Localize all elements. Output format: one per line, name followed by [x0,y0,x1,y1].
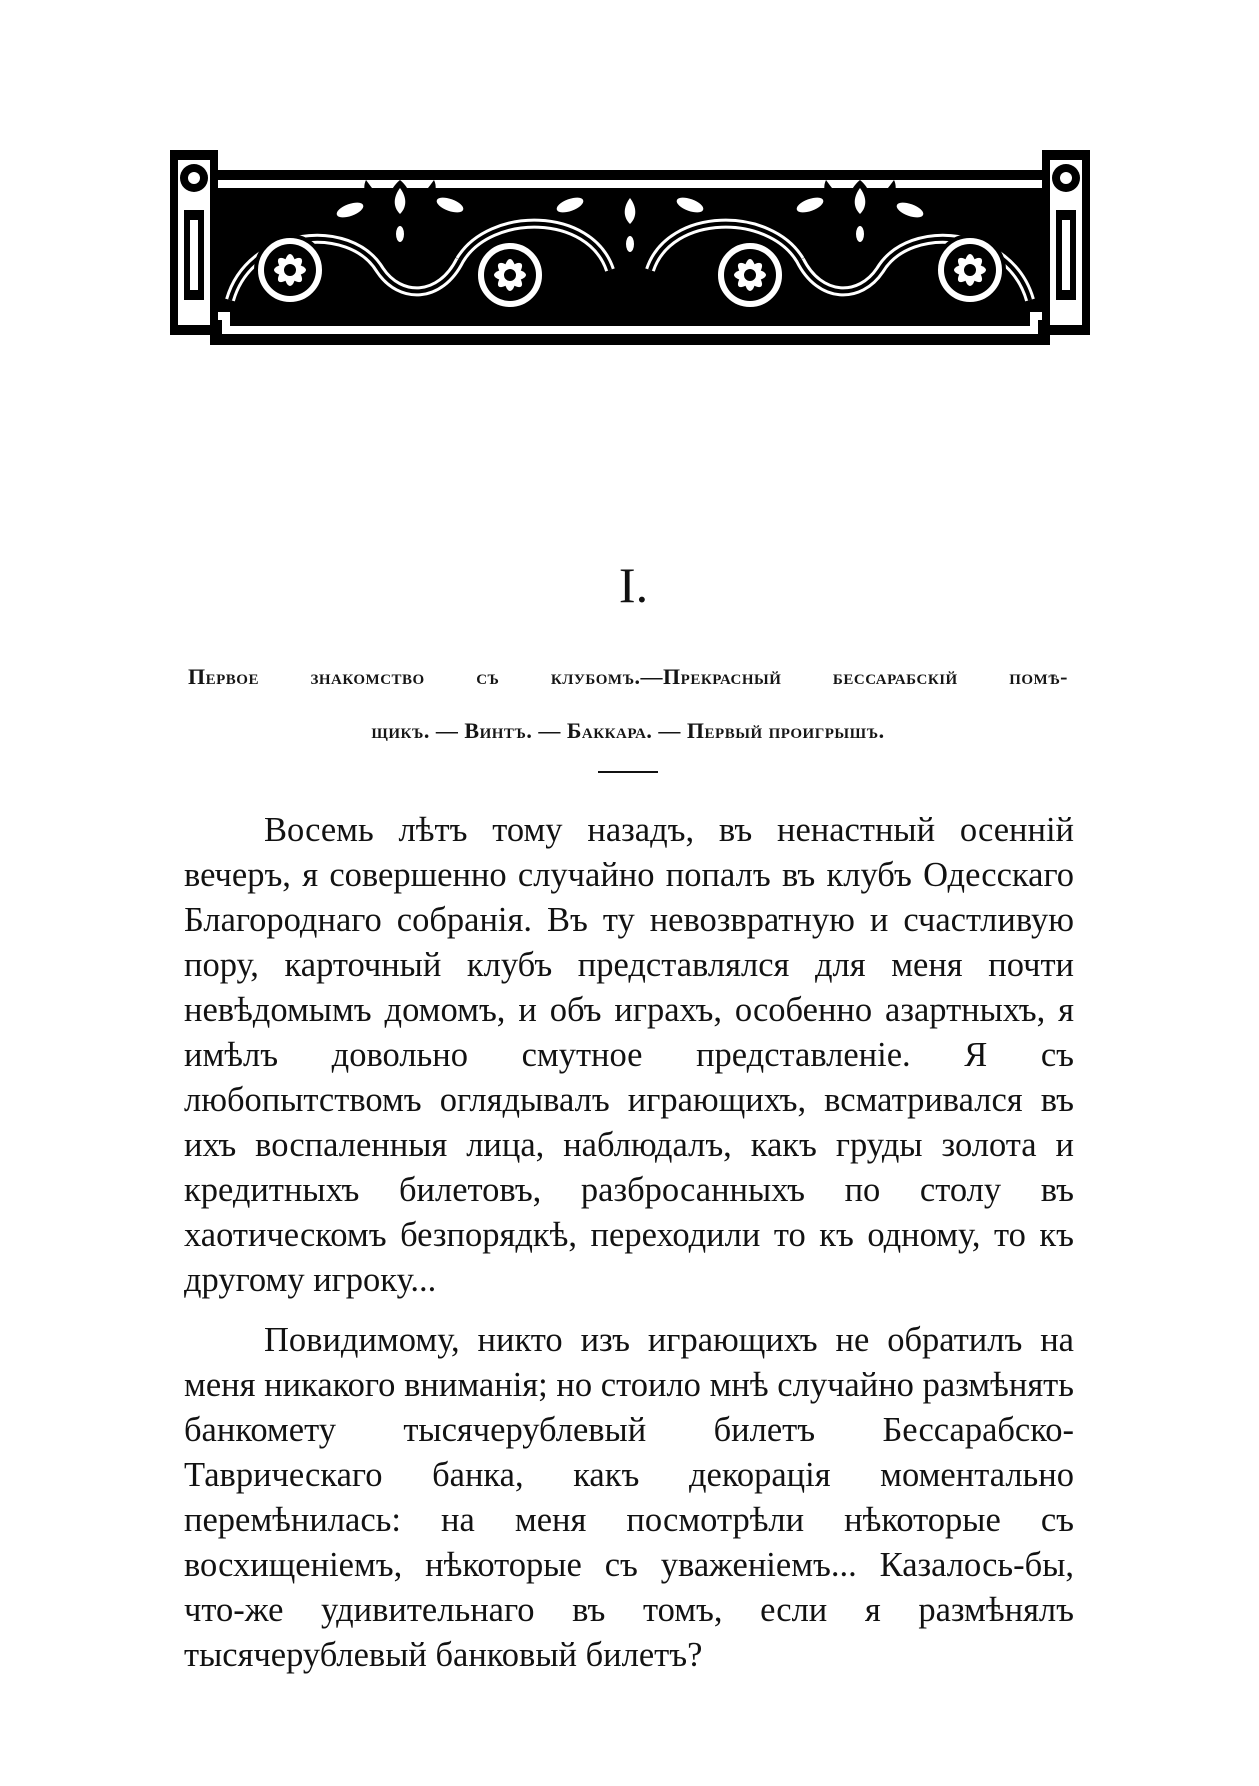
paragraph: Восемь лѣтъ тому назадъ, въ ненастный осенній вечеръ, я совершенно случайно попалъ въ клубъ Одесскаго Благороднаго собранія. Въ ту невозвратную и счастливую пору, карточный клубъ представлялся для меня почти невѣдомымъ домомъ, и объ играхъ, особенно азартныхъ, я имѣлъ довольно смутное представленіе. Я съ любопытствомъ оглядывалъ играющихъ, всматривался въ ихъ воспаленныя лица, наблюдалъ, какъ груды золота и кредитныхъ билетовъ, разбросанныхъ по столу въ хаотическомъ безпорядкѣ, переходили то къ одному, то къ другому игроку... [184,811,1074,1299]
chapter-summary [188,650,1068,758]
chapter-summary-line-1: Первое знакомство съ клубомъ.—Прекрасный бессарабскій помѣ- [188,664,1068,689]
ornamental-headpiece [170,150,1090,355]
section-divider [598,771,658,773]
paragraph: Повидимому, никто изъ играющихъ не обратилъ на меня никакого вниманія; но стоило мнѣ случайно размѣнять банкомету тысячерублевый билетъ Бессарабско-Таврическаго банка, какъ декорація моментально перемѣнилась: на меня посмотрѣли нѣкоторые съ восхищеніемъ, нѣкоторые съ уваженіемъ... Казалось-бы, что-же удивительнаго въ томъ, если я размѣнялъ тысячерублевый банковый билетъ? [184,1321,1074,1674]
chapter-summary-line-2: щикъ. — Винтъ. — Баккара. — Первый проигрышъ. [371,718,885,743]
chapter-number: I. [618,557,649,613]
chapter-body [184,808,1074,1678]
